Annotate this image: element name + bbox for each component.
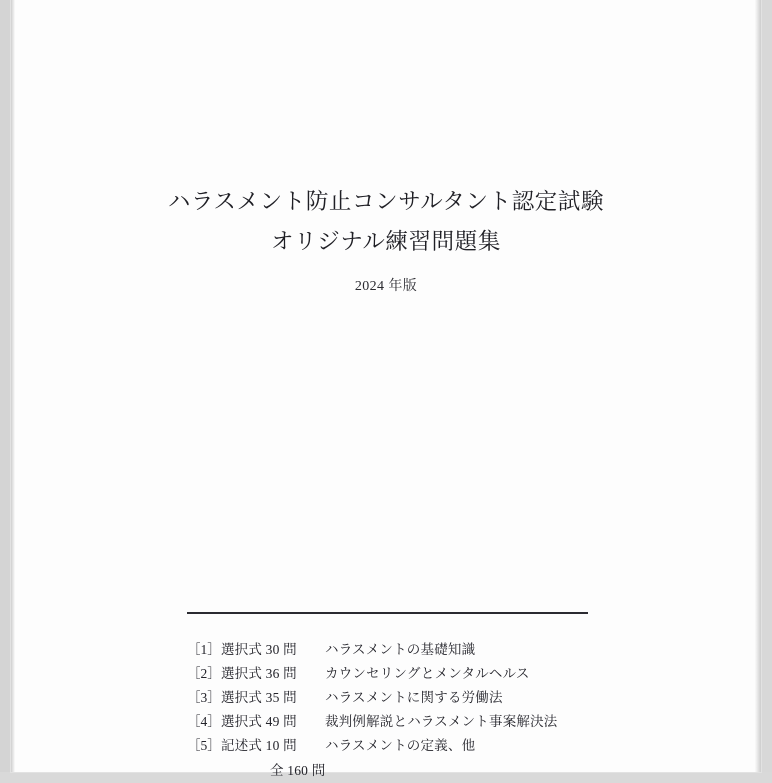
toc-section-label: カウンセリングとメンタルヘルス <box>325 666 530 681</box>
toc-row <box>187 638 607 662</box>
edition-label: 2024 年版 <box>354 279 418 294</box>
toc-number: ［1］ <box>187 642 221 657</box>
table-of-contents <box>187 638 607 783</box>
toc-row <box>187 734 607 758</box>
toc-question-type: 選択式 36 問 <box>221 666 297 681</box>
page-title <box>11 182 761 262</box>
toc-row <box>187 710 607 734</box>
horizontal-divider <box>187 612 588 614</box>
toc-question-type: 選択式 49 問 <box>221 714 297 729</box>
toc-section-label: ハラスメントに関する労働法 <box>325 690 503 705</box>
toc-number: ［5］ <box>187 738 221 753</box>
toc-question-type: 記述式 10 問 <box>221 738 297 753</box>
toc-question-type: 選択式 30 問 <box>221 642 297 657</box>
toc-section-label: 裁判例解説とハラスメント事案解決法 <box>325 714 558 729</box>
toc-number: ［2］ <box>187 666 221 681</box>
paper-sheet <box>11 0 761 778</box>
title-line-1: ハラスメント防止コンサルタント認定試験 <box>167 189 605 214</box>
title-line-2: オリジナル練習問題集 <box>271 229 501 254</box>
toc-row <box>187 662 607 686</box>
toc-number: ［4］ <box>187 714 221 729</box>
page-right-shadow <box>760 0 772 772</box>
toc-question-type: 選択式 35 問 <box>221 690 297 705</box>
page-content <box>11 0 761 778</box>
toc-number: ［3］ <box>187 690 221 705</box>
toc-section-label: ハラスメントの基礎知識 <box>325 642 476 657</box>
toc-row <box>187 686 607 710</box>
toc-total-questions: 全 160 問 <box>270 763 326 778</box>
toc-section-label: ハラスメントの定義、他 <box>325 738 476 753</box>
